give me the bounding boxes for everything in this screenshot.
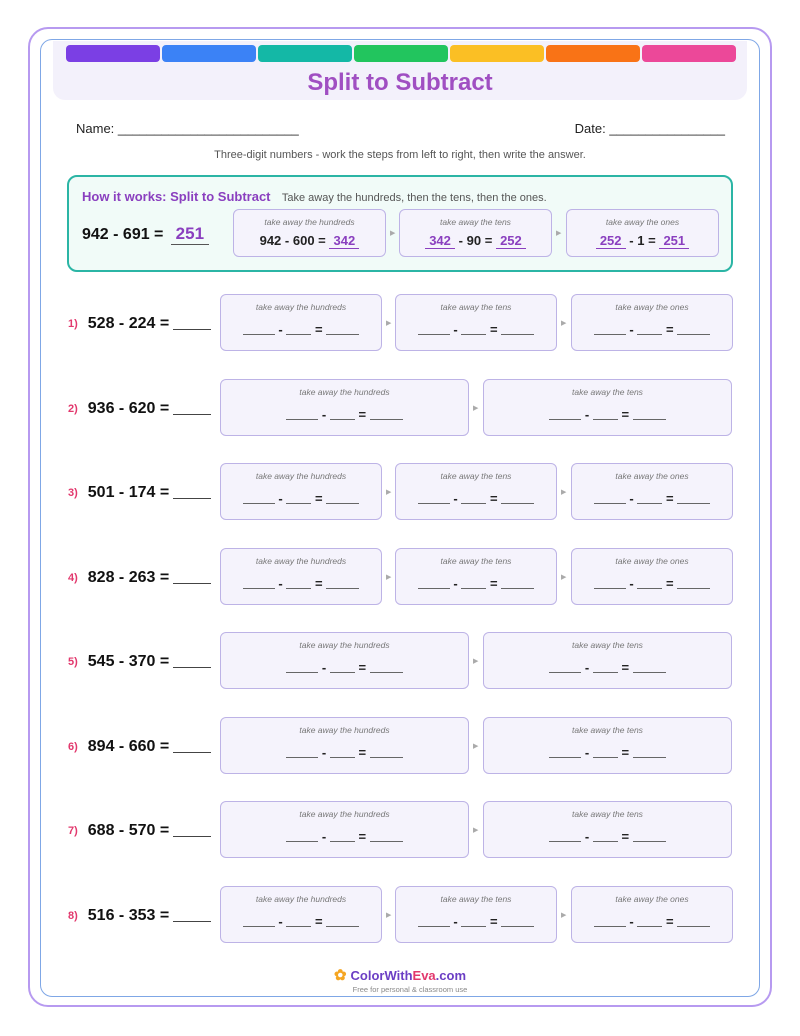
brand-prefix: ColorWith <box>350 968 413 983</box>
blank-start[interactable] <box>594 323 626 335</box>
example-title: How it works: Split to Subtract <box>82 189 271 204</box>
step-caption: take away the hundreds <box>255 471 347 481</box>
step-blanks: - = <box>484 407 731 422</box>
blank-minus[interactable] <box>637 577 662 589</box>
step-start: 252 <box>596 233 626 249</box>
blank-result[interactable] <box>326 577 359 589</box>
example-problem <box>82 224 209 245</box>
step-caption: take away the ones <box>615 302 689 312</box>
step-box[interactable] <box>395 548 557 605</box>
example-expression: 942 - 691 = <box>82 226 164 243</box>
step-caption: take away the ones <box>615 556 689 566</box>
name-label: Name: <box>76 121 115 136</box>
problem-number: 1) <box>68 318 78 330</box>
problem-text: 828 - 263 = <box>87 569 170 586</box>
step-blanks: - = <box>396 914 556 929</box>
blank-start[interactable] <box>418 915 450 927</box>
blank-minus[interactable] <box>593 408 618 420</box>
step-box[interactable] <box>395 886 557 943</box>
step-box[interactable] <box>483 801 732 858</box>
color-strip-segment <box>642 45 736 62</box>
blank-start[interactable] <box>243 323 275 335</box>
problem-number: 6) <box>68 741 78 753</box>
step-blanks: - = <box>484 829 731 844</box>
blank-start[interactable] <box>286 830 318 842</box>
blank-result[interactable] <box>633 830 666 842</box>
step-arrow-icon: ▶ <box>386 912 392 919</box>
blank-start[interactable] <box>243 492 275 504</box>
blank-result[interactable] <box>370 408 403 420</box>
blank-start[interactable] <box>594 492 626 504</box>
problem-text: 516 - 353 = <box>87 907 170 924</box>
blank-start[interactable] <box>286 746 318 758</box>
example-heading <box>82 189 547 204</box>
step-box[interactable] <box>483 717 732 774</box>
step-caption: take away the hundreds <box>299 640 390 650</box>
step-blanks: - = <box>221 914 381 929</box>
blank-minus[interactable] <box>286 577 311 589</box>
step-blanks: - = <box>396 576 556 591</box>
blank-minus[interactable] <box>330 408 355 420</box>
problem-number: 3) <box>68 487 78 499</box>
step-start: 342 <box>425 233 455 249</box>
step-caption: take away the tens <box>440 556 512 566</box>
footer-tagline: Free for personal & classroom use <box>352 985 468 994</box>
blank-start[interactable] <box>549 661 581 673</box>
blank-result[interactable] <box>633 746 666 758</box>
blank-result[interactable] <box>501 492 534 504</box>
step-caption: take away the hundreds <box>255 556 347 566</box>
step-equation: 252 - 1 = 251 <box>567 233 718 249</box>
step-box[interactable] <box>571 463 733 520</box>
answer-blank[interactable] <box>173 485 211 499</box>
blank-minus[interactable] <box>330 830 355 842</box>
problem-expression <box>68 484 211 502</box>
blank-result[interactable] <box>677 915 710 927</box>
blank-result[interactable] <box>501 577 534 589</box>
date-label: Date: <box>574 121 606 136</box>
step-box[interactable] <box>220 632 469 689</box>
step-result: 252 <box>496 233 526 249</box>
color-strip-segment <box>354 45 448 62</box>
step-minus: 90 <box>466 233 482 248</box>
step-caption: take away the hundreds <box>255 894 347 904</box>
step-caption: take away the ones <box>615 894 689 904</box>
blank-start[interactable] <box>418 577 450 589</box>
answer-blank[interactable] <box>173 823 211 837</box>
date-field[interactable] <box>575 121 725 136</box>
step-start: 942 <box>259 233 282 248</box>
problem-text: 545 - 370 = <box>87 653 170 670</box>
answer-blank[interactable] <box>173 654 211 668</box>
step-caption: take away the tens <box>572 640 643 650</box>
step-result: 251 <box>659 233 689 249</box>
step-blanks: - = <box>572 576 732 591</box>
problem-expression <box>68 822 211 840</box>
step-caption: take away the hundreds <box>299 387 390 397</box>
problem-number: 2) <box>68 403 78 415</box>
step-blanks: - = <box>572 491 732 506</box>
answer-blank[interactable] <box>173 908 211 922</box>
step-blanks: - = <box>221 407 468 422</box>
blank-start[interactable] <box>418 323 450 335</box>
blank-minus[interactable] <box>461 323 486 335</box>
example-answer: 251 <box>171 224 209 245</box>
step-caption: take away the tens <box>440 302 512 312</box>
blank-minus[interactable] <box>286 915 311 927</box>
blank-result[interactable] <box>326 915 359 927</box>
step-blanks: - = <box>221 660 468 675</box>
step-caption: take away the tens <box>572 809 643 819</box>
color-strip-segment <box>258 45 352 62</box>
step-blanks: - = <box>572 914 732 929</box>
answer-blank[interactable] <box>173 316 211 330</box>
blank-minus[interactable] <box>637 323 662 335</box>
problem-text: 501 - 174 = <box>87 484 170 501</box>
step-box[interactable] <box>220 886 382 943</box>
example-step-box <box>233 209 386 257</box>
step-blanks: - = <box>221 829 468 844</box>
blank-result[interactable] <box>633 408 666 420</box>
step-blanks: - = <box>396 322 556 337</box>
blank-start[interactable] <box>243 577 275 589</box>
step-blanks: - = <box>221 745 468 760</box>
blank-start[interactable] <box>286 408 318 420</box>
step-arrow-icon: ▶ <box>473 827 479 834</box>
step-blanks: - = <box>221 491 381 506</box>
answer-blank[interactable] <box>173 401 211 415</box>
name-field[interactable] <box>76 121 299 136</box>
step-arrow-icon: ▶ <box>561 574 567 581</box>
blank-minus[interactable] <box>593 661 618 673</box>
color-strip <box>66 45 736 62</box>
step-blanks: - = <box>484 660 731 675</box>
blank-minus[interactable] <box>286 492 311 504</box>
blank-start[interactable] <box>243 915 275 927</box>
blank-minus[interactable] <box>461 492 486 504</box>
blank-minus[interactable] <box>637 492 662 504</box>
palette-icon: ✿ <box>333 967 347 984</box>
problem-expression <box>68 907 211 925</box>
step-box[interactable] <box>220 801 469 858</box>
blank-minus[interactable] <box>461 577 486 589</box>
color-strip-segment <box>546 45 640 62</box>
step-arrow-icon: ▶ <box>556 230 562 237</box>
step-caption: take away the hundreds <box>299 809 390 819</box>
name-line: _________________________ <box>117 121 299 136</box>
blank-result[interactable] <box>370 830 403 842</box>
blank-result[interactable] <box>370 661 403 673</box>
color-strip-segment <box>66 45 160 62</box>
blank-start[interactable] <box>549 830 581 842</box>
brand-highlight: Eva <box>412 968 436 983</box>
step-arrow-icon: ▶ <box>561 489 567 496</box>
footer <box>0 966 800 994</box>
step-caption: take away the ones <box>605 217 680 227</box>
step-arrow-icon: ▶ <box>561 912 567 919</box>
blank-minus[interactable] <box>286 323 311 335</box>
blank-minus[interactable] <box>461 915 486 927</box>
blank-start[interactable] <box>594 915 626 927</box>
example-step-box <box>399 209 552 257</box>
problem-expression <box>68 569 211 587</box>
blank-start[interactable] <box>286 661 318 673</box>
step-arrow-icon: ▶ <box>473 658 479 665</box>
problem-expression <box>68 653 211 671</box>
page-title: Split to Subtract <box>307 69 493 96</box>
step-blanks: - = <box>484 745 731 760</box>
blank-result[interactable] <box>326 492 359 504</box>
step-result: 342 <box>329 233 359 249</box>
blank-result[interactable] <box>677 577 710 589</box>
color-strip-segment <box>450 45 544 62</box>
step-equation: 342 - 90 = 252 <box>400 233 551 249</box>
color-strip-segment <box>162 45 256 62</box>
step-box[interactable] <box>395 463 557 520</box>
step-caption: take away the tens <box>440 471 512 481</box>
blank-minus[interactable] <box>637 915 662 927</box>
step-box[interactable] <box>220 463 382 520</box>
step-caption: take away the hundreds <box>299 725 390 735</box>
blank-result[interactable] <box>326 323 359 335</box>
example-step-box <box>566 209 719 257</box>
blank-result[interactable] <box>370 746 403 758</box>
step-box[interactable] <box>483 632 732 689</box>
step-box[interactable] <box>571 294 733 351</box>
problem-text: 894 - 660 = <box>87 738 170 755</box>
brand-suffix: .com <box>435 968 467 983</box>
step-arrow-icon: ▶ <box>473 743 479 750</box>
step-caption: take away the hundreds <box>255 302 347 312</box>
blank-start[interactable] <box>549 408 581 420</box>
problem-number: 5) <box>68 656 78 668</box>
example-description: Take away the hundreds, then the tens, then the ones. <box>281 192 547 204</box>
problem-text: 688 - 570 = <box>87 822 170 839</box>
step-caption: take away the ones <box>615 471 689 481</box>
brand-logo[interactable] <box>0 966 800 984</box>
step-arrow-icon: ▶ <box>390 230 396 237</box>
problem-expression <box>68 315 211 333</box>
blank-start[interactable] <box>549 746 581 758</box>
step-caption: take away the tens <box>440 217 511 227</box>
step-caption: take away the tens <box>440 894 512 904</box>
blank-start[interactable] <box>418 492 450 504</box>
blank-result[interactable] <box>501 915 534 927</box>
problem-text: 528 - 224 = <box>87 315 170 332</box>
answer-blank[interactable] <box>173 570 211 584</box>
blank-result[interactable] <box>677 492 710 504</box>
problem-number: 8) <box>68 910 78 922</box>
step-blanks: - = <box>396 491 556 506</box>
step-box[interactable] <box>220 548 382 605</box>
instructions: Three-digit numbers - work the steps from left to right, then write the answer. <box>214 149 586 161</box>
step-caption: take away the hundreds <box>264 217 355 227</box>
step-arrow-icon: ▶ <box>386 574 392 581</box>
step-box[interactable] <box>395 294 557 351</box>
problem-number: 4) <box>68 572 78 584</box>
blank-minus[interactable] <box>593 746 618 758</box>
step-box[interactable] <box>483 379 732 436</box>
blank-start[interactable] <box>594 577 626 589</box>
blank-result[interactable] <box>501 323 534 335</box>
problem-text: 936 - 620 = <box>87 400 170 417</box>
problem-number: 7) <box>68 825 78 837</box>
step-arrow-icon: ▶ <box>386 320 392 327</box>
step-blanks: - = <box>221 322 381 337</box>
date-line: ________________ <box>609 121 725 136</box>
problem-expression <box>68 400 211 418</box>
step-box[interactable] <box>571 548 733 605</box>
step-box[interactable] <box>220 717 469 774</box>
blank-result[interactable] <box>677 323 710 335</box>
step-box[interactable] <box>571 886 733 943</box>
step-arrow-icon: ▶ <box>386 489 392 496</box>
step-caption: take away the tens <box>572 387 643 397</box>
step-equation: 942 - 600 = 342 <box>234 233 385 249</box>
step-arrow-icon: ▶ <box>473 405 479 412</box>
step-caption: take away the tens <box>572 725 643 735</box>
step-blanks: - = <box>221 576 381 591</box>
problem-expression <box>68 738 211 756</box>
blank-result[interactable] <box>633 661 666 673</box>
blank-minus[interactable] <box>330 746 355 758</box>
step-blanks: - = <box>572 322 732 337</box>
step-minus: 600 <box>292 233 315 248</box>
blank-minus[interactable] <box>593 830 618 842</box>
step-box[interactable] <box>220 294 382 351</box>
step-minus: 1 <box>637 233 645 248</box>
answer-blank[interactable] <box>173 739 211 753</box>
step-box[interactable] <box>220 379 469 436</box>
step-arrow-icon: ▶ <box>561 320 567 327</box>
blank-minus[interactable] <box>330 661 355 673</box>
